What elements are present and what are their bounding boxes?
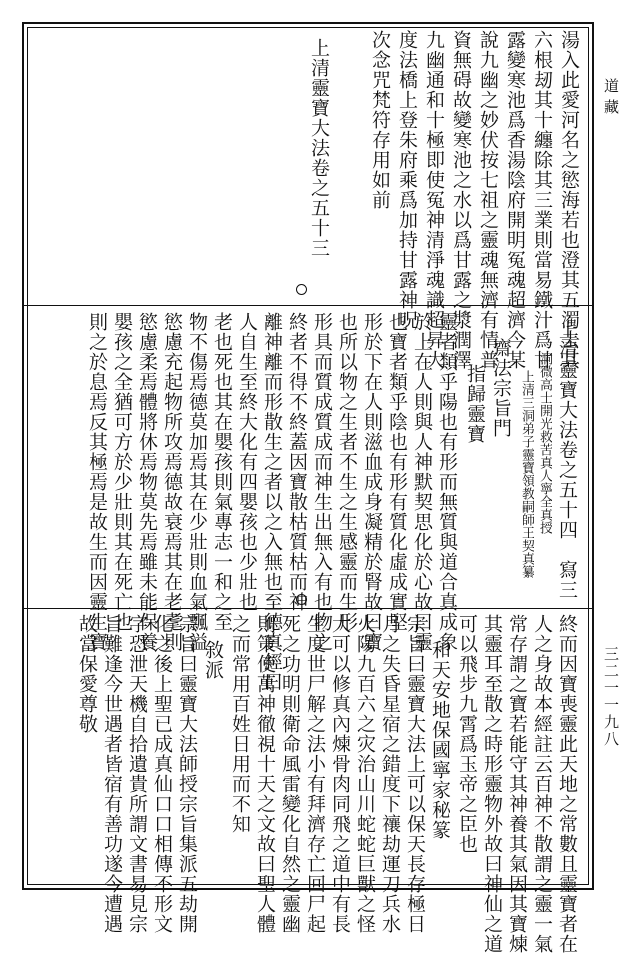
text-column: 物不傷焉德莫加焉其在少壯則血氣飄溢 [186, 312, 208, 652]
text-column: 嬰孩之全猶可方於少壯則其在死亡也 [111, 312, 133, 632]
text-column: 也所以物之生者不生之生感靈而生形 [336, 312, 358, 632]
chapter-title: 上清靈寶大法卷之五十四 寫三 [556, 320, 578, 600]
section-heading: 敘派 [202, 640, 224, 680]
chapter-end-title: 上清靈寶大法卷之五十三 [308, 38, 330, 258]
text-panel-top [30, 30, 586, 370]
text-column: 終而因寶喪靈此天地之常數且靈寶者在 [556, 614, 578, 954]
text-column: 露變寒池爲香湯陰府開明冤魂超濟今某 [504, 30, 526, 370]
text-column: 也寶者類乎陰也有形有質化虛成實堅 [386, 312, 408, 632]
section-heading: 齋法宗旨門 [490, 338, 512, 438]
text-column: 大可以修真內煉骨肉同飛之道中有長 [329, 614, 351, 934]
text-column: 化之後上聖已成真仙口口相傳不形文 [151, 614, 173, 934]
text-column: 字恐泄天機自拾遺貴所謂文書易見宗 [126, 614, 148, 934]
text-column: 可以飛步九霄爲玉帝之臣也 [456, 614, 478, 854]
text-column: 次念咒梵符存用如前 [369, 30, 391, 210]
text-column: 終者不得不終蓋因寶散枯質枯而神 [286, 312, 308, 612]
text-column: 於上在人則與人神默契思化於心故曰靈 [411, 312, 433, 652]
text-column: 慾慮柔焉體將休焉物莫先焉雖未能保養 [136, 312, 158, 652]
text-column: 旨難逢今世遇者皆宿有善功遂今遭遇 [101, 614, 123, 934]
author-line: 洞微高士開光救苦真人寧全真授 [537, 352, 552, 534]
text-column: 老也死也其在嬰孩則氣專志一和之至 [211, 312, 233, 632]
text-column: 生度世尸解之法小有拜濟存亡回尸起 [304, 614, 326, 934]
text-column: 火陽九百六之灾治山川蛇蛇巨獸之怪 [354, 614, 376, 934]
text-column: 九幽通和十極即使冤神清淨魂識超昇大 [423, 30, 445, 370]
text-column: 常存謂之寶若能守其神養其氣因其寶煉 [506, 614, 528, 954]
text-column: 人之身故本經註云百神不散謂之靈一氣 [531, 614, 553, 954]
text-column: 死之功明則衛命風雷變化自然之靈幽 [279, 614, 301, 934]
text-column: 宗旨曰靈寶大法師授宗旨集派五劫開 [176, 614, 198, 934]
text-column: 六根刼其十纏除其三業則當易鐵汁爲甘 [531, 30, 553, 370]
text-column: 則策使萬神徹視十天之文故曰聖人體 [254, 614, 276, 934]
text-column: 人自生至終大化有四嬰孩也少壯也 [236, 312, 258, 612]
text-panel-bottom [30, 614, 586, 954]
text-column: 其靈耳至散之時形靈物外故曰神仙之道 [481, 614, 503, 954]
text-column: 之而常用百姓日用而不知 [229, 614, 251, 834]
text-column: 說九幽之妙伏按七祖之靈魂無濟有情普 [477, 30, 499, 370]
text-column: 湯入此愛河名之慾海若也澄其五濁去其 [558, 30, 580, 370]
text-column: 資無碍故變寒池之水以爲甘露之漿潤澤 [450, 30, 472, 370]
text-column: 靈者類乎陽也有形而無質與道合真成象 [436, 312, 458, 652]
section-heading: 和天安地保國寧家秘篆 [429, 640, 451, 840]
text-column: 則之於息焉反其極焉是故生而因靈生寶 [86, 312, 108, 652]
compiler-line: 上清三洞弟子靈寶領教嗣師王契真纂 [519, 370, 534, 578]
text-column: 離神離而形散生之者以之入無也至德真經曰 [261, 312, 283, 692]
text-column: 形具而質成質成而神生出無入有也物之 [311, 312, 333, 652]
text-column: 月之失昏星宿之錯度下禳劫運刀兵水 [379, 614, 401, 934]
text-column: 形於下在人則滋血成身凝精於腎故曰寶 [361, 312, 383, 652]
text-column: 故當保愛尊敬 [76, 614, 98, 734]
text-column: 宗旨曰靈寶大法上可以保天長存極日 [404, 614, 426, 934]
margin-page-number: 三二一一九八 [602, 646, 620, 748]
text-column: 慾慮充起物所攻焉德故衰焉其在老耄則 [161, 312, 183, 652]
subsection-heading: 指歸靈寶 [464, 364, 486, 444]
margin-title: 道藏 [602, 78, 620, 120]
text-column: 度法橋上登朱府乘爲加持甘露神呪 [396, 30, 418, 330]
